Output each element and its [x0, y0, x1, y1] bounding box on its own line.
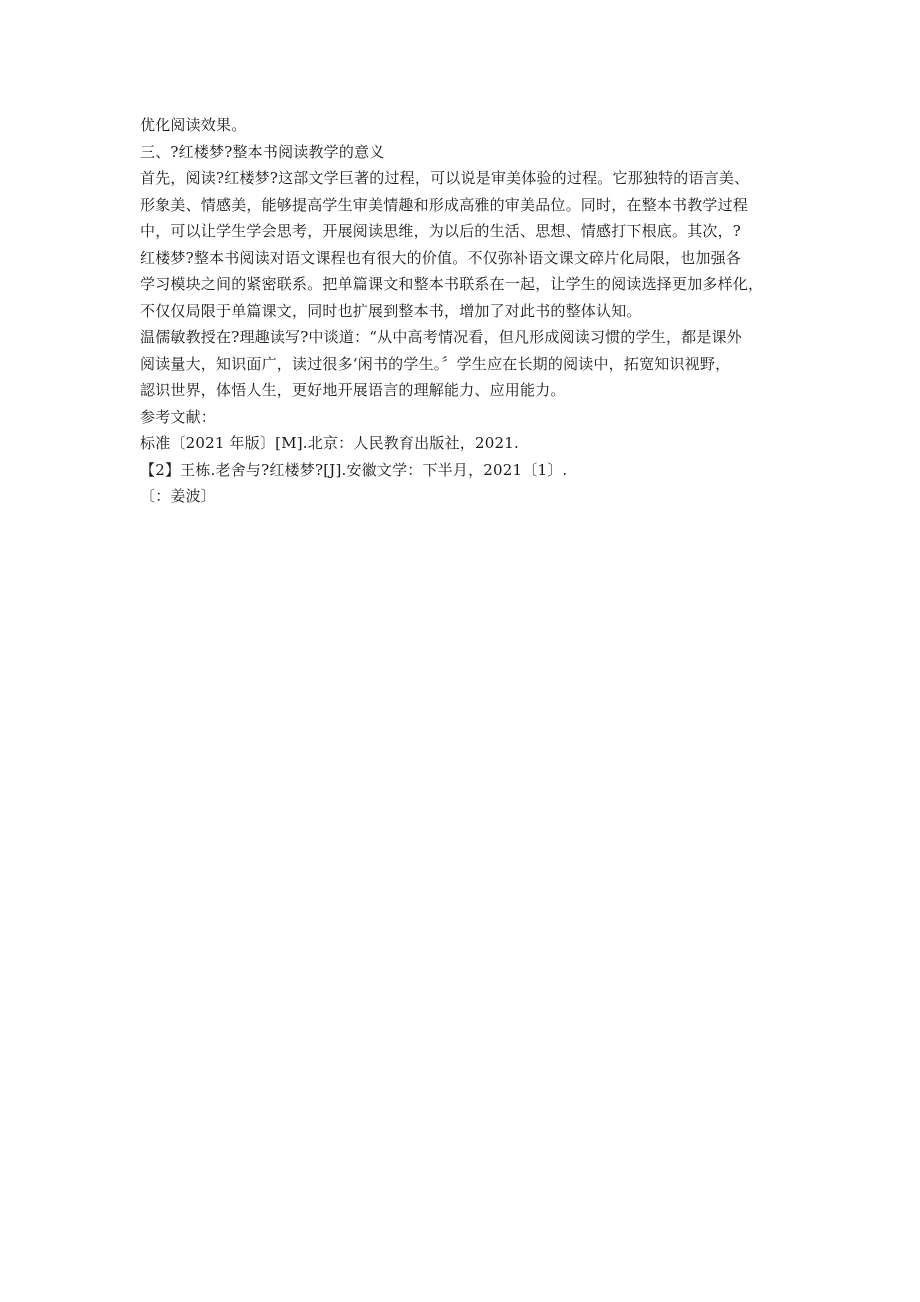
paragraph-tail: 优化阅读效果。: [140, 116, 247, 134]
body-line-9: 認识世界，体悟人生，更好地开展语言的理解能力、应用能力。: [140, 381, 566, 399]
document-body: [140, 112, 790, 510]
body-line-6: 不仅仅局限于单篇课文，同时也扩展到整本书，增加了对此书的整体认知。: [140, 301, 642, 320]
section-heading: 三、?红楼梦?整本书阅读教学的意义: [140, 142, 385, 161]
references-heading: 参考文献：: [140, 407, 217, 426]
reference-item-1: 标准〔2021 年版〕[M].北京：人民教育出版社，2021.: [140, 434, 519, 452]
editor-note: 〔：姜波〕: [140, 487, 217, 505]
body-line-3: 中，可以让学生学会思考，开展阅读思维，为以后的生活、思想、情感打下根底。其次，?: [140, 222, 742, 240]
body-line-2: 形象美、情感美，能够提高学生审美情趣和形成高雅的审美品位。同时，在整本书教学过程: [140, 195, 749, 214]
reference-item-2: 【2】王栋.老舍与?红楼梦?[J].安徽文学：下半月，2021〔1〕.: [140, 460, 568, 479]
body-line-8: 阅读量大，知识面广，读过很多‘闲书的学生。〞学生应在长期的阅读中，拓宽知识视野，: [140, 354, 731, 373]
body-line-5: 学习模块之间的紧密联系。把单篇课文和整本书联系在一起，让学生的阅读选择更加多样化，: [140, 275, 764, 293]
body-line-7: 温儒敏教授在?理趣读写?中谈道：“从中高考情况看，但凡形成阅读习惯的学生，都是课外: [140, 328, 742, 346]
body-line-4: 红楼梦?整本书阅读对语文课程也有很大的价值。不仅弥补语文课文碎片化局限，也加强各: [140, 248, 742, 267]
body-line-1: 首先，阅读?红楼梦?这部文学巨著的过程，可以说是审美体验的过程。它那独特的语言美、: [140, 169, 750, 187]
